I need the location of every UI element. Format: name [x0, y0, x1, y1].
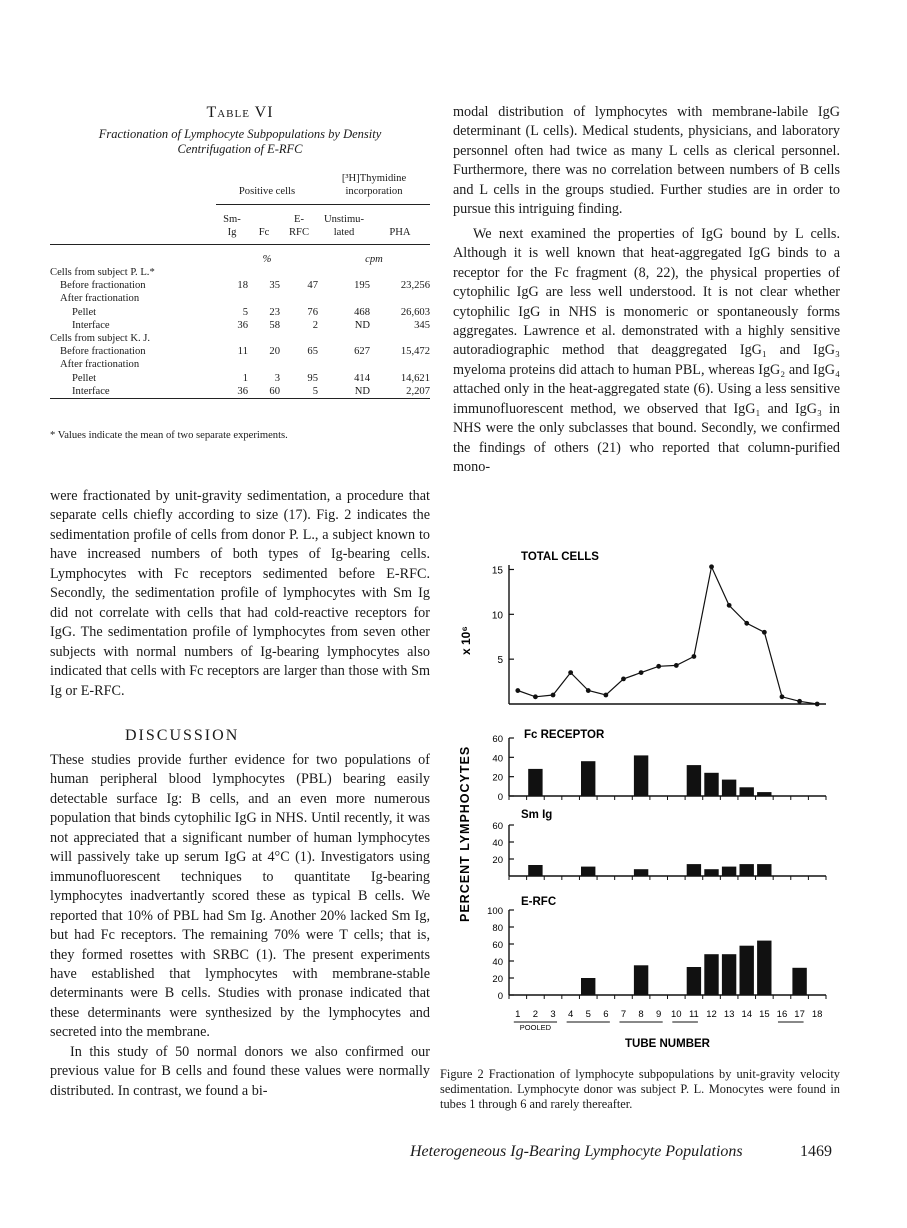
- x-tick-label: 3: [550, 1009, 556, 1020]
- bar: [704, 869, 718, 876]
- cell-erfc: 2: [312, 319, 318, 331]
- y-tick-label: 20: [492, 974, 503, 985]
- table-footnote: * Values indicate the mean of two separate experiments.: [50, 430, 288, 441]
- cell-fc: 60: [248, 385, 280, 399]
- cell-fc: [248, 292, 280, 305]
- y-tick-label: 40: [492, 957, 503, 968]
- x-tick-label: 5: [585, 1009, 591, 1020]
- x-tick-label: 13: [723, 1009, 735, 1020]
- header-thymidine-line: [³H]Thymidine: [341, 173, 407, 185]
- table-caption-line: Fractionation of Lymphocyte Subpopulations by Density: [98, 127, 382, 141]
- bar: [704, 954, 718, 995]
- bar: [792, 968, 806, 995]
- bar: [581, 867, 595, 876]
- y-tick-label: 40: [492, 838, 503, 849]
- row-label: After fractionation: [60, 359, 140, 371]
- x-tick-label: 9: [656, 1009, 662, 1020]
- running-title: Heterogeneous Ig-Bearing Lymphocyte Populations: [410, 1143, 743, 1160]
- paragraph: modal distribution of lymphocytes with membrane-labile IgG determinant (L cells). Medical students, physicians, and laboratory personnel often had twice as many L cells as clerical personnel. Furthermore, there was no correlation between numbers of B cells and L cells in the groups studied. Further studies are in order to pursue this intriguing finding.: [453, 104, 840, 218]
- cell-unstim: [318, 358, 370, 371]
- cell-unstim: 195: [354, 280, 370, 292]
- header-thymidine-line: incorporation: [345, 186, 403, 198]
- header-erfc: E- RFC: [280, 204, 318, 244]
- bar: [722, 780, 736, 796]
- data-point: [603, 693, 608, 698]
- x-tick-label: 1: [515, 1009, 521, 1020]
- bar: [634, 869, 648, 876]
- y-tick-label: 100: [487, 906, 503, 917]
- row-label: Interface: [50, 385, 216, 399]
- y-axis-label: x 10⁶: [459, 626, 473, 655]
- y-tick-label: 60: [492, 940, 503, 951]
- header-positive-cells: Positive cells: [216, 168, 318, 204]
- figure-caption: Figure 2 Fractionation of lymphocyte subpopulations by unit-gravity velocity sedimentation. Lymphocyte donor was subject P. L. Monocytes were found in tubes 1 through 6 and rarely thereafter.: [440, 1067, 840, 1111]
- table-caption-line: Centrifugation of E-RFC: [177, 142, 303, 156]
- cell-unstim: ND: [318, 385, 370, 399]
- data-point: [533, 694, 538, 699]
- row-label: After fractionation: [60, 293, 140, 305]
- bar: [722, 867, 736, 876]
- table-row: [50, 306, 430, 319]
- series-line-total-cells: [518, 567, 817, 704]
- chart-title-e-rfc: E-RFC: [521, 896, 557, 908]
- y-tick-label: 20: [492, 855, 503, 866]
- data-point: [639, 670, 644, 675]
- cell-pha: 2,207: [370, 385, 430, 399]
- table-row: [50, 358, 430, 371]
- cell-erfc: [280, 292, 318, 305]
- bar: [634, 755, 648, 796]
- left-column-bottom: [50, 751, 430, 1101]
- cell-erfc: 95: [307, 372, 318, 384]
- paragraph: These studies provide further evidence for two populations of human peripheral blood lymphocytes (PBL) bearing easily detectable surface Ig: B cells, and an even more numerous population that binds cytophilic IgG in NHS. Until recently, it was not appreciated that a significant number of human lymphocytes will passively take up serum IgG at 4°C (1). Investigators using immunofluorescent techniques to quantitate Ig-bearing lymphocytes inadvertantly scored these as typical B cells. We reported that 10% of PBL had Sm Ig. Another 20% lacked Sm Ig, but had Fc receptors. The remaining 70% were T cells; that is, they formed rosettes with SRBC (1). The present experiments have established that lymphocytes with membrane-stable determinants were B cells. Studies with pronase indicated that these determinants were synthesized by the lymphocytes and secreted into the membrane.: [50, 752, 430, 1041]
- cell-unstim: [318, 292, 370, 305]
- x-tick-label: 16: [776, 1009, 788, 1020]
- cell-fc: 58: [269, 319, 280, 331]
- y-tick-label: 20: [492, 772, 503, 784]
- cell-smig: [216, 292, 248, 305]
- x-tick-label: 18: [811, 1009, 823, 1020]
- cell-smig: 36: [216, 385, 248, 399]
- x-tick-label: 6: [603, 1009, 609, 1020]
- x-axis-label: TUBE NUMBER: [625, 1038, 710, 1050]
- x-tick-label: 4: [567, 1009, 574, 1020]
- table-caption: [52, 127, 428, 157]
- y-tick-label: 40: [492, 753, 503, 765]
- chart-title-fc-receptor: Fc RECEPTOR: [524, 729, 605, 741]
- data-point: [727, 603, 732, 608]
- section-heading-discussion: DISCUSSION: [125, 727, 240, 744]
- cell-pha: 15,472: [400, 346, 430, 358]
- x-tick-label: 7: [620, 1009, 627, 1020]
- bar: [740, 787, 754, 796]
- x-tick-label: 17: [794, 1009, 805, 1020]
- paragraph: In this study of 50 normal donors we also confirmed our previous value for B cells and found these values were normally distributed. In contrast, we found a bi-: [50, 1043, 430, 1099]
- data-point: [656, 664, 661, 669]
- bar: [722, 954, 736, 995]
- table-row: [50, 372, 430, 385]
- data-point: [762, 630, 767, 635]
- data-point: [780, 694, 785, 699]
- cell-erfc: [280, 358, 318, 371]
- cell-fc: 20: [269, 346, 280, 358]
- data-point: [621, 676, 626, 681]
- cell-erfc: 76: [307, 306, 318, 318]
- pooled-label: POOLED: [519, 1023, 552, 1032]
- figure-2: [440, 540, 850, 1060]
- cell-fc: 23: [269, 306, 280, 318]
- x-tick-label: 12: [706, 1009, 717, 1020]
- bar: [634, 965, 648, 995]
- row-label: Pellet: [72, 372, 97, 384]
- y-tick-label: 60: [492, 734, 503, 745]
- header-pha: PHA: [370, 204, 430, 244]
- y-tick-label: 5: [497, 655, 503, 667]
- row-label: Pellet: [72, 306, 97, 318]
- bar: [528, 865, 542, 876]
- cell-erfc: 47: [307, 280, 318, 292]
- cell-smig: 1: [242, 372, 248, 384]
- bar: [687, 765, 701, 796]
- chart-title-total-cells: TOTAL CELLS: [521, 551, 599, 563]
- header-thymidine: [318, 168, 430, 204]
- paragraph: were fractionated by unit-gravity sedimentation, a procedure that separate cells chiefly according to size (17). Fig. 2 indicates the sedimentation profile of cells from donor P. L., a subject known to have increased numbers of both types of Ig-bearing cells. Lymphocytes with Fc receptors sedimented before E-RFC. Secondly, the sedimentation profile of lymphocytes with Sm Ig did not correlate with cells that had cold-reactive receptors for IgG. The sedimentation profile of lymphocytes from seven other subjects with normal numbers of Ig-bearing lymphocytes also indicated that cells with Fc receptors are larger than those with Sm Ig or E-RFC.: [50, 488, 430, 699]
- bar: [757, 792, 771, 796]
- data-point: [586, 688, 591, 693]
- data-point: [815, 702, 820, 707]
- bar: [757, 864, 771, 876]
- bar: [740, 864, 754, 876]
- cell-fc: 35: [269, 280, 280, 292]
- data-point: [515, 688, 520, 693]
- y-tick-label: 80: [492, 923, 503, 934]
- chart-title-sm-ig: Sm Ig: [521, 809, 553, 821]
- right-column-text: [453, 103, 840, 478]
- header-unstimulated: Unstimu- lated: [318, 204, 370, 244]
- y-tick-label: 0: [497, 991, 503, 1002]
- cell-smig: 11: [237, 346, 248, 358]
- bar: [581, 761, 595, 796]
- data-point: [551, 693, 556, 698]
- x-tick-label: 2: [532, 1009, 539, 1020]
- row-label: Before fractionation: [60, 346, 146, 358]
- x-tick-label: 15: [759, 1009, 770, 1020]
- x-tick-label: 10: [671, 1009, 682, 1020]
- row-label: Interface: [72, 319, 110, 331]
- data-point: [674, 663, 679, 668]
- unit-cpm: cpm: [365, 253, 383, 265]
- table-group-title: Cells from subject P. L.*: [50, 267, 155, 278]
- cell-erfc: 65: [307, 346, 318, 358]
- table-body: [50, 266, 430, 399]
- paragraph: We next examined the properties of IgG bound by L cells. Although it is well known that heat-aggregated IgG binds to a receptor for the Fc fragment (8, 22), the physical properties of cytophilic IgG are less well understood. It is not clear whether cytophilic IgG in NHS is monomeric or spontaneously forms aggregates. Lawrence et al. demonstrated with a highly sensitive autoradiographic method that deaggregated IgG₁ and IgG₃ myeloma proteins did attach to human PBL, whereas IgG₂ and IgG₄ attached only in the heat-aggregated state (6). Using a less sensitive immunofluorescent method, we observed that IgG₁ and IgG₃ in NHS were the only subclasses that bound. Secondly, we confirmed the findings of others (21) who reported that column-purified mono-: [453, 225, 840, 476]
- bar: [704, 773, 718, 796]
- cell-erfc: 5: [280, 385, 318, 399]
- table-title: Table VI: [206, 104, 274, 121]
- cell-smig: 18: [237, 280, 248, 292]
- cell-fc: [248, 358, 280, 371]
- row-label: Before fractionation: [60, 280, 146, 292]
- cell-pha: [370, 292, 430, 305]
- x-tick-label: 14: [741, 1009, 753, 1020]
- page-number: 1469: [800, 1143, 832, 1160]
- table-group-title-row: [50, 332, 430, 345]
- cell-pha: [370, 358, 430, 371]
- cell-pha: 26,603: [400, 306, 430, 318]
- cell-pha: 14,621: [400, 372, 430, 384]
- table-group-title: Cells from subject K. J.: [50, 333, 151, 345]
- table-row: [50, 292, 430, 305]
- cell-smig: 36: [237, 319, 248, 331]
- left-column-top: [50, 487, 430, 701]
- table-row: [50, 279, 430, 292]
- table-row: [50, 385, 430, 399]
- table-group-title-row: [50, 266, 430, 279]
- bar: [528, 769, 542, 796]
- table-vi: [50, 168, 430, 399]
- cell-smig: [216, 358, 248, 371]
- y-tick-label: 10: [491, 610, 503, 622]
- cell-unstim: 627: [354, 346, 370, 358]
- table-row: [50, 345, 430, 358]
- bar: [687, 864, 701, 876]
- data-point: [692, 654, 697, 659]
- header-fc: Fc: [248, 204, 280, 244]
- table-row: [50, 319, 430, 332]
- cell-unstim: ND: [354, 319, 370, 331]
- x-tick-label: 11: [688, 1009, 699, 1020]
- cell-pha: 345: [414, 319, 430, 331]
- data-point: [797, 699, 802, 704]
- y-tick-label: 60: [492, 821, 503, 832]
- x-tick-label: 8: [638, 1009, 644, 1020]
- bar: [687, 967, 701, 995]
- bar: [581, 978, 595, 995]
- shared-y-axis-label: PERCENT LYMPHOCYTES: [458, 745, 472, 922]
- cell-unstim: 414: [354, 372, 370, 384]
- cell-unstim: 468: [354, 306, 370, 318]
- cell-smig: 5: [242, 306, 248, 318]
- data-point: [709, 564, 714, 569]
- unit-percent: %: [262, 253, 272, 265]
- data-point: [744, 621, 749, 626]
- header-smig: Sm- Ig: [216, 204, 248, 244]
- data-point: [568, 670, 573, 675]
- bar: [757, 941, 771, 995]
- bar: [740, 946, 754, 995]
- cell-pha: 23,256: [400, 280, 430, 292]
- cell-fc: 3: [274, 372, 280, 384]
- y-tick-label: 0: [497, 792, 503, 803]
- y-tick-label: 15: [491, 565, 503, 577]
